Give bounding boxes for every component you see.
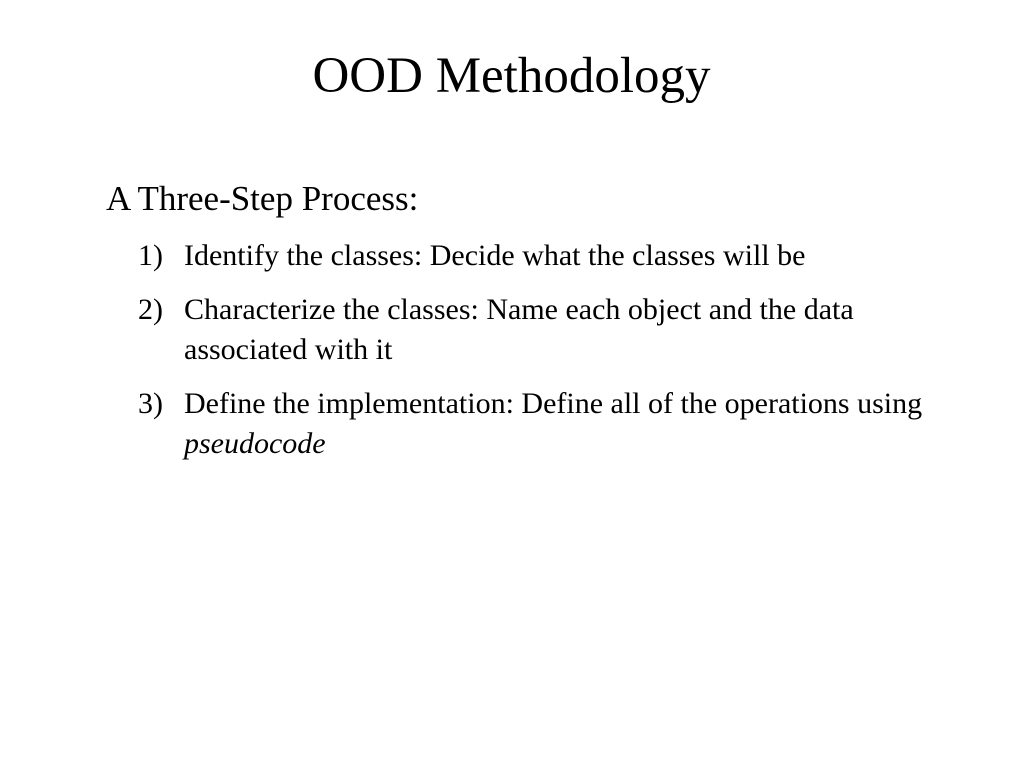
emphasis-text: pseudocode <box>184 427 326 460</box>
step-number: 2) <box>138 293 163 326</box>
process-heading: A Three-Step Process: <box>106 179 419 218</box>
list-item <box>138 384 958 464</box>
list-item <box>138 236 958 276</box>
step-text: Define the implementation: Define all of the operations using <box>184 387 923 420</box>
step-text: Identify the classes: Decide what the classes will be <box>184 239 806 272</box>
step-list <box>138 236 958 478</box>
step-number: 1) <box>138 239 163 272</box>
step-number: 3) <box>138 387 163 420</box>
slide-title: OOD Methodology <box>312 48 711 104</box>
list-item <box>138 290 958 370</box>
step-text-wrapper <box>184 384 958 464</box>
step-text: Characterize the classes: Name each object and the data associated with it <box>184 293 854 366</box>
